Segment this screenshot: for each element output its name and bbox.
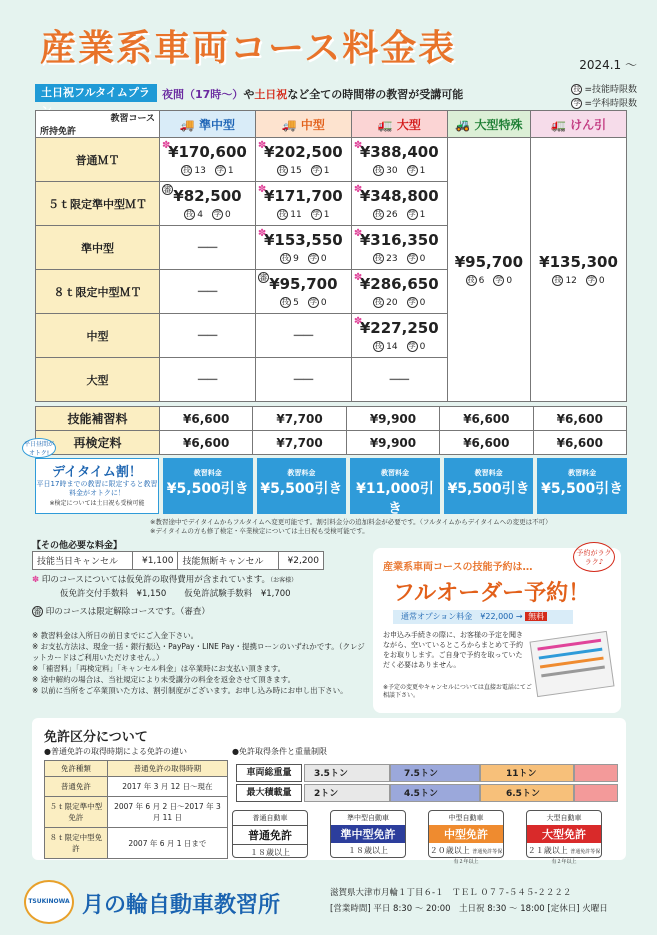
- daytime-discount: 教習料金 ¥5,500引き: [444, 458, 534, 514]
- gen-icon: 審: [259, 273, 268, 282]
- fee-value: ¥1,100: [133, 552, 178, 570]
- promo-title: フルオーダー予約！: [393, 581, 591, 606]
- karimen-fees: 仮免許交付手数料 ¥1,150 仮免許試験手数料 ¥1,700: [60, 589, 291, 599]
- truck-icon: 🚛: [377, 117, 397, 132]
- fee-value: ¥6,600: [440, 431, 533, 455]
- held-license: ８ｔ限定中型ＭＴ: [36, 270, 160, 314]
- gen-note: 審 印のコースは限定解除コースです。（審査）: [33, 607, 210, 617]
- star-icon: ✽: [353, 228, 363, 239]
- col-tow: 🚛 けん引: [531, 111, 627, 138]
- school-logo: TSUKINOWA: [24, 880, 74, 924]
- daytime-row: [35, 458, 627, 517]
- load-threshold: 6.5トン: [506, 789, 540, 799]
- fee-label: 再検定料: [36, 431, 160, 455]
- daytime-discount: 教習料金 ¥5,500引き: [163, 458, 253, 514]
- legend-theory: 学 =学科時限数: [573, 99, 637, 109]
- col-semi-medium: 🚚 準中型: [160, 111, 256, 138]
- price-cell: ✽ ¥286,650 技 20 学 0: [351, 270, 447, 314]
- price-cell: ──: [160, 314, 256, 358]
- fee-value: ¥6,600: [533, 431, 626, 455]
- effective-date: 2024.1 〜: [579, 58, 637, 72]
- daytime-discount: 教習料金 ¥5,500引き: [537, 458, 627, 514]
- price-cell: ✽ ¥153,550 技 9 学 0: [255, 226, 351, 270]
- promo-note: ※予定の変更やキャンセルについては直接お電話にてご相談下さい。: [383, 684, 532, 699]
- plan-label: 土日祝フルタイムプラ: [35, 84, 157, 102]
- load-threshold: 4.5トン: [404, 789, 438, 799]
- gross-weight-label: 車両総重量: [236, 764, 302, 782]
- fee-value: ¥6,600: [160, 431, 253, 455]
- promo-option: 通常オプション料金 ¥22,000 → 無料: [393, 610, 573, 624]
- plan-description: 夜間（17時〜）や土日祝など全ての時間帯の教習が受講可能: [162, 88, 464, 101]
- price-cell: ──: [255, 358, 351, 402]
- page-title: 産業系車両コース料金表: [40, 28, 457, 69]
- fee-value: ¥6,600: [160, 407, 253, 431]
- star-icon: ✽: [257, 184, 267, 195]
- promo-head: 産業系車両コースの技能予約は…: [383, 562, 533, 573]
- tow-price-cell: ¥135,300 技 12 学 0: [531, 138, 627, 402]
- license-title: 免許区分について: [44, 730, 148, 745]
- table-row: [36, 138, 627, 182]
- promo-bubble: 予約がラクラク♪: [573, 542, 615, 572]
- price-table: [35, 110, 627, 402]
- tow-truck-icon: 🚛: [550, 117, 571, 132]
- price-cell: ✽ ¥170,600 技 13 学 1: [160, 138, 256, 182]
- daytime-discount: 教習料金 ¥11,000引き: [350, 458, 440, 514]
- license-sub2: ●免許取得条件と重量制限: [232, 747, 327, 756]
- held-license: 大型: [36, 358, 160, 402]
- price-cell: ──: [160, 358, 256, 402]
- star-icon: ✽: [162, 140, 171, 151]
- star-icon: ✽: [353, 184, 363, 195]
- price-cell: ✽ ¥171,700 技 11 学 1: [255, 182, 351, 226]
- fee-table: [35, 406, 627, 455]
- weight-threshold: 7.5トン: [404, 769, 438, 779]
- license-box-semi-medium: 準中型自動車 準中型免許 １８歳以上: [330, 810, 406, 858]
- license-sub1: ●普通免許の取得時期による免許の違い: [44, 747, 187, 756]
- weight-threshold: 3.5トン: [314, 769, 348, 779]
- fee-value: ¥2,200: [278, 552, 323, 570]
- star-icon: ✽: [353, 272, 363, 283]
- license-box-regular: 普通自動車 普通免許 １８歳以上: [232, 810, 308, 858]
- max-load-label: 最大積載量: [236, 784, 302, 802]
- license-box-large: 大型自動車 大型免許 ２１歳以上 普通免許等保有２年以上: [526, 810, 602, 858]
- price-cell: ✽ ¥388,400 技 30 学 1: [351, 138, 447, 182]
- fee-value: ¥6,600: [440, 407, 533, 431]
- held-license: 準中型: [36, 226, 160, 270]
- price-cell: 審 ¥95,700 技 5 学 0: [255, 270, 351, 314]
- fee-value: ¥9,900: [346, 431, 439, 455]
- truck-icon: 🚚: [281, 117, 301, 132]
- held-license: ５ｔ限定準中型ＭＴ: [36, 182, 160, 226]
- load-threshold: 2トン: [314, 789, 339, 799]
- fee-value: ¥7,700: [253, 407, 346, 431]
- license-period-table: 免許種類 普通免許の取得時期 普通免許 2017 年 3 月 12 日〜現在 ５ｔ限定準中型免許 2007 年 6 月 2 日〜2017 年 3 月 11 日 ８ｔ限定中型免許 2007 年 6 月 1 日まで: [44, 760, 228, 859]
- price-cell: ✽ ¥202,500 技 15 学 1: [255, 138, 351, 182]
- price-cell: 審 ¥82,500 技 4 学 0: [160, 182, 256, 226]
- promo-desc: お申込み手続きの際に、お客様の予定を聞きながら、空いているところからまとめて予約をお取りします。ご自身で予約を取っていただく必要はありません。: [383, 631, 523, 669]
- star-icon: ✽: [257, 140, 267, 151]
- daytime-notes: ※教習途中でデイタイムからフルタイムへ変更可能です。割引料金分の追加料金が必要です。（フルタイムからデイタイムへの変更は不可） ※デイタイムの方も修了検定・卒業検定については土日祝も受検可能です。: [150, 518, 552, 535]
- daytime-discount: 教習料金 ¥5,500引き: [257, 458, 347, 514]
- other-fees-title: 【その他必要な料金】: [32, 541, 123, 551]
- price-cell: ──: [160, 226, 256, 270]
- payment-notes: ※ 教習料金は入所日の前日までにご入金下さい。 ※ お支払方法は、現金一括・銀行振込・PayPay・LINE Pay・提携ローンのいずれかです。（クレジットカードはご利用いただけません。） ※「補習料」「再検定料」「キャンセル料金」は卒業時にお支払い頂きます。 ※ 途中解約の場合は、当社規定により未受講分の料金を返金させて頂きます。 ※ 以前に当所をご卒業頂いた方は、割引制度がございます。お申し込み時にお申し出下さい。: [32, 631, 365, 695]
- gen-icon: 審: [33, 607, 42, 616]
- col-medium: 🚚 中型: [255, 111, 351, 138]
- special-price-cell: ¥95,700 技 6 学 0: [447, 138, 530, 402]
- held-license: 普通ＭＴ: [36, 138, 160, 182]
- gen-icon: 審: [163, 185, 172, 194]
- held-license: 中型: [36, 314, 160, 358]
- daytime-label: デイタイム割！ 平日17時までの教習に限定すると教習料金がオトクに！ ※検定については土日祝も受検可能: [35, 458, 159, 514]
- tractor-icon: 🚜: [455, 117, 475, 132]
- star-icon: ✽: [257, 228, 267, 239]
- daytime-badge: 平日昼間がオトク!: [22, 438, 56, 458]
- fee-label: 技能無断キャンセル: [178, 552, 278, 570]
- fee-label: 技能補習料: [36, 407, 160, 431]
- fee-label: 技能当日キャンセル: [33, 552, 133, 570]
- other-fees-table: [32, 551, 324, 570]
- license-section: [32, 718, 626, 865]
- price-cell: ──: [351, 358, 447, 402]
- price-cell: ✽ ¥227,250 技 14 学 0: [351, 314, 447, 358]
- fee-value: ¥9,900: [346, 407, 439, 431]
- load-bar: [574, 784, 618, 802]
- price-cell: ──: [255, 314, 351, 358]
- footer: [24, 880, 634, 930]
- star-icon: ✽: [32, 575, 42, 585]
- hours: [営業時間] 平日 8:30 〜 20:00 土日祝 8:30 〜 18:00 [定休日] 火曜日: [330, 904, 608, 914]
- weight-threshold: 11トン: [506, 769, 537, 779]
- license-box-medium: 中型自動車 中型免許 ２０歳以上 普通免許等保有２年以上: [428, 810, 504, 858]
- col-special: 🚜 大型特殊: [447, 111, 530, 138]
- truck-icon: 🚚: [179, 117, 199, 132]
- header-corner: 教習コース 所持免許: [36, 111, 160, 138]
- star-note: ✽ 印のコースについては仮免許の取得費用が含まれています。（お客様）: [32, 575, 298, 585]
- price-cell: ✽ ¥348,800 技 26 学 1: [351, 182, 447, 226]
- price-cell: ✽ ¥316,350 技 23 学 0: [351, 226, 447, 270]
- col-large: 🚛 大型: [351, 111, 447, 138]
- address: 滋賀県大津市月輪１丁目６-１ ＴＥＬ ０７７-５４５-２２２２: [330, 888, 572, 898]
- star-icon: ✽: [353, 140, 363, 151]
- school-name: 月の輪自動車教習所: [82, 893, 281, 918]
- star-icon: ✽: [353, 316, 363, 327]
- fee-value: ¥6,600: [533, 407, 626, 431]
- price-cell: ──: [160, 270, 256, 314]
- weight-bar: [574, 764, 618, 782]
- fee-value: ¥7,700: [253, 431, 346, 455]
- legend-tech: 技 =技能時限数: [573, 85, 637, 95]
- planner-image: [529, 631, 614, 697]
- full-order-promo: [373, 548, 621, 713]
